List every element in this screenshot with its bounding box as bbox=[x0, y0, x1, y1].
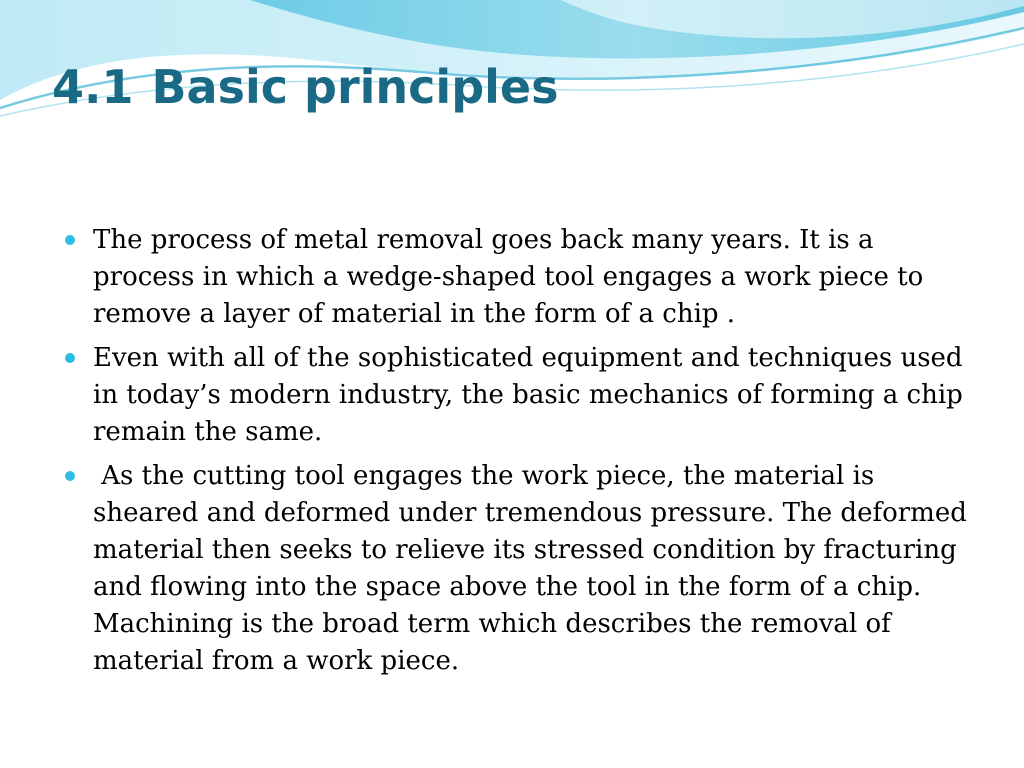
bullet-icon bbox=[65, 235, 75, 245]
bullet-item bbox=[62, 458, 976, 680]
bullet-text: Even with all of the sophisticated equipment and techniques used in today’s modern industry, the basic mechanics of forming a chip remain the same. bbox=[93, 343, 963, 447]
bullet-icon bbox=[65, 471, 75, 481]
bullet-text: As the cutting tool engages the work piece, the material is sheared and deformed under tremendous pressure. The deformed material then seeks to relieve its stressed condition by fracturing and flowing into the space above the tool in the form of a chip. Machining is the broad term which describes the removal of material from a work piece. bbox=[93, 461, 976, 676]
bullet-icon bbox=[65, 353, 75, 363]
title-number: 4.1 bbox=[52, 60, 134, 114]
bullet-list bbox=[62, 222, 976, 687]
title-text: Basic principles bbox=[151, 60, 559, 114]
bullet-item bbox=[62, 340, 972, 451]
bullet-item bbox=[62, 222, 972, 333]
slide-title bbox=[52, 60, 558, 115]
bullet-text: The process of metal removal goes back many years. It is a process in which a wedge-shaped tool engages a work piece to remove a layer of material in the form of a chip . bbox=[93, 225, 924, 329]
